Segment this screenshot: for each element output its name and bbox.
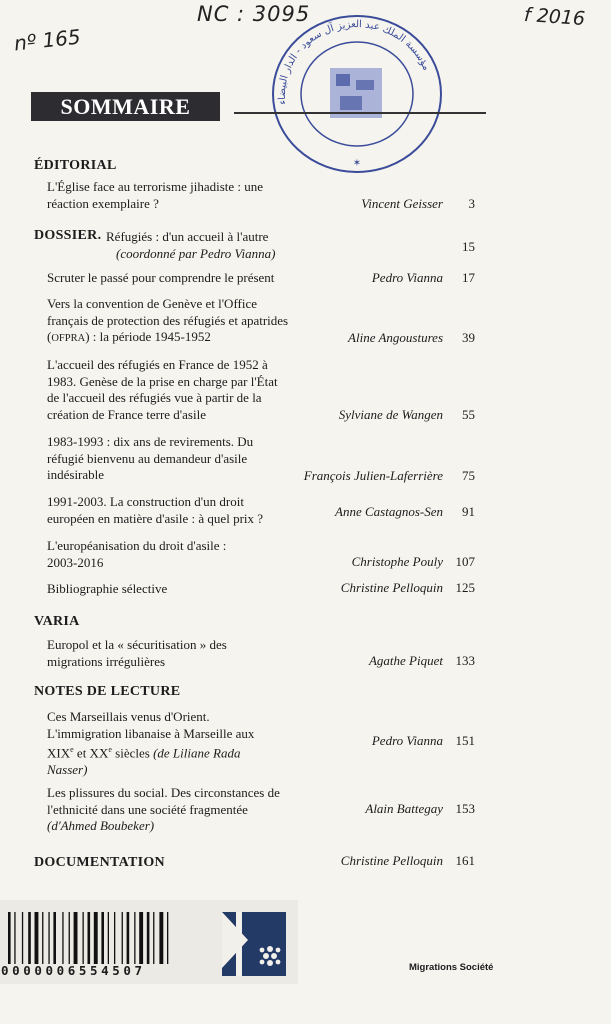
- notes-item-title: Ces Marseillais venus d'Orient. L'immigration libanaise à Marseille aux XIXe et XXe siècles (de Liliane Rada Nasser): [47, 709, 255, 777]
- barcode-bar: [22, 912, 23, 964]
- library-stamp: [268, 10, 446, 178]
- toc-entry-page: 39: [462, 330, 475, 345]
- notes-item-page: 153: [455, 801, 475, 816]
- toc-entry-page: 55: [462, 407, 475, 422]
- toc-entry-title: Bibliographie sélective: [47, 581, 168, 596]
- section-notes: NOTES DE LECTURE: [34, 684, 181, 699]
- barcode-bar: [159, 912, 163, 964]
- barcode-bar: [134, 912, 135, 964]
- varia-author: Agathe Piquet: [368, 653, 443, 668]
- toc-entry-author: François Julien-Laferrière: [303, 468, 443, 483]
- toc-entry-title: Vers la convention de Genève et l'Office français de protection des réfugiés et apatrides (OFPRA) : la période 1945-1952: [47, 296, 289, 344]
- toc-entry-page: 125: [455, 580, 475, 595]
- toc-entry-page: 75: [462, 468, 475, 483]
- documentation-author: Christine Pelloquin: [340, 853, 443, 868]
- toc-entry-page: 91: [462, 504, 475, 519]
- barcode-bar: [8, 912, 11, 964]
- section-editorial: ÉDITORIAL: [34, 158, 117, 173]
- section-varia: VARIA: [34, 614, 80, 629]
- svg-text:✶: ✶: [352, 158, 362, 169]
- notes-item-author: Alain Battegay: [365, 801, 443, 816]
- barcode-bar: [153, 912, 154, 964]
- publisher-logo-icon: [222, 912, 286, 976]
- editorial-author: Vincent Geisser: [361, 196, 443, 211]
- barcode-bar: [42, 912, 43, 964]
- toc-entry-page: 107: [455, 554, 475, 569]
- barcode-number: 0000006554507: [1, 963, 146, 978]
- notes-item-credit: (de Liliane Rada Nasser): [47, 745, 241, 777]
- varia-title: Europol et la « sécuritisation » des migrations irrégulières: [47, 637, 227, 669]
- page-title: SOMMAIRE: [31, 92, 220, 121]
- barcode-bar: [101, 912, 104, 964]
- barcode-bar: [122, 912, 123, 964]
- barcode-bar: [167, 912, 168, 964]
- barcode-bar: [108, 912, 109, 964]
- barcode-bar: [139, 912, 143, 964]
- toc-entry-author: Christine Pelloquin: [340, 580, 443, 595]
- dossier-page: 15: [462, 239, 475, 254]
- toc-entry-title: 1991-2003. La construction d'un droit européen en matière d'asile : à quel prix ?: [47, 494, 264, 526]
- varia-page: 133: [455, 653, 475, 668]
- stamp-label: مؤسسة الملك عبد العزيز آل سعود - الدار البيضاء: [276, 19, 432, 106]
- barcode-bar: [53, 912, 56, 964]
- barcode-bar: [94, 912, 98, 964]
- dossier-subtitle: (coordonné par Pedro Vianna): [116, 246, 276, 261]
- barcode-bar: [88, 912, 91, 964]
- header-rule: [234, 112, 486, 114]
- section-documentation: DOCUMENTATION: [34, 855, 165, 870]
- handwritten-number: nº 165: [12, 24, 82, 56]
- barcode-bar: [83, 912, 84, 964]
- barcode-bar: [28, 912, 31, 964]
- barcode-bar: [69, 912, 70, 964]
- toc-entry-title: 1983-1993 : dix ans de revirements. Du réfugié bienvenu au demandeur d'asile indésirable: [47, 434, 254, 482]
- notes-item-title: Les plissures du social. Des circonstances de l'ethnicité dans une société fragmentée (d'Ahmed Boubeker): [47, 785, 280, 833]
- toc-entry-author: Anne Castagnos-Sen: [335, 504, 443, 519]
- documentation-page: 161: [455, 853, 475, 868]
- toc-entry-author: Christophe Pouly: [351, 554, 443, 569]
- toc-entry-title: Scruter le passé pour comprendre le présent: [47, 270, 275, 285]
- barcode-bar: [127, 912, 130, 964]
- editorial-page: 3: [468, 196, 475, 211]
- barcode-bar: [74, 912, 78, 964]
- barcode-bar: [147, 912, 150, 964]
- notes-item-page: 151: [455, 733, 475, 748]
- handwritten-call-number: NC : 3095: [197, 2, 311, 26]
- notes-item-credit: (d'Ahmed Boubeker): [47, 818, 155, 833]
- ofpra-abbr: OFPRA: [51, 333, 86, 344]
- barcode-bar: [14, 912, 15, 964]
- editorial-title: L'Église face au terrorisme jihadiste : une réaction exemplaire ?: [47, 179, 264, 211]
- toc-entry-title: L'accueil des réfugiés en France de 1952 à 1983. Genèse de la prise en charge par l'État de l'accueil des réfugiés vue à partir de la création de France terre d'asile: [47, 357, 278, 422]
- notes-item-author: Pedro Vianna: [371, 733, 443, 748]
- toc-entry-title: L'européanisation du droit d'asile : 2003-2016: [47, 538, 227, 570]
- handwritten-year: f 2016: [523, 3, 586, 31]
- barcode-bar: [62, 912, 63, 964]
- toc-entry-page: 17: [462, 270, 475, 285]
- dossier-title: Réfugiés : d'un accueil à l'autre: [106, 229, 269, 244]
- barcode-bar: [35, 912, 39, 964]
- toc-entry-author: Pedro Vianna: [371, 270, 443, 285]
- section-dossier: DOSSIER.: [34, 228, 102, 243]
- barcode: [8, 912, 212, 964]
- publisher-name: Migrations Société: [409, 962, 494, 973]
- barcode-bar: [114, 912, 115, 964]
- barcode-bar: [48, 912, 49, 964]
- toc-entry-author: Aline Angoustures: [348, 330, 443, 345]
- toc-entry-author: Sylviane de Wangen: [338, 407, 443, 422]
